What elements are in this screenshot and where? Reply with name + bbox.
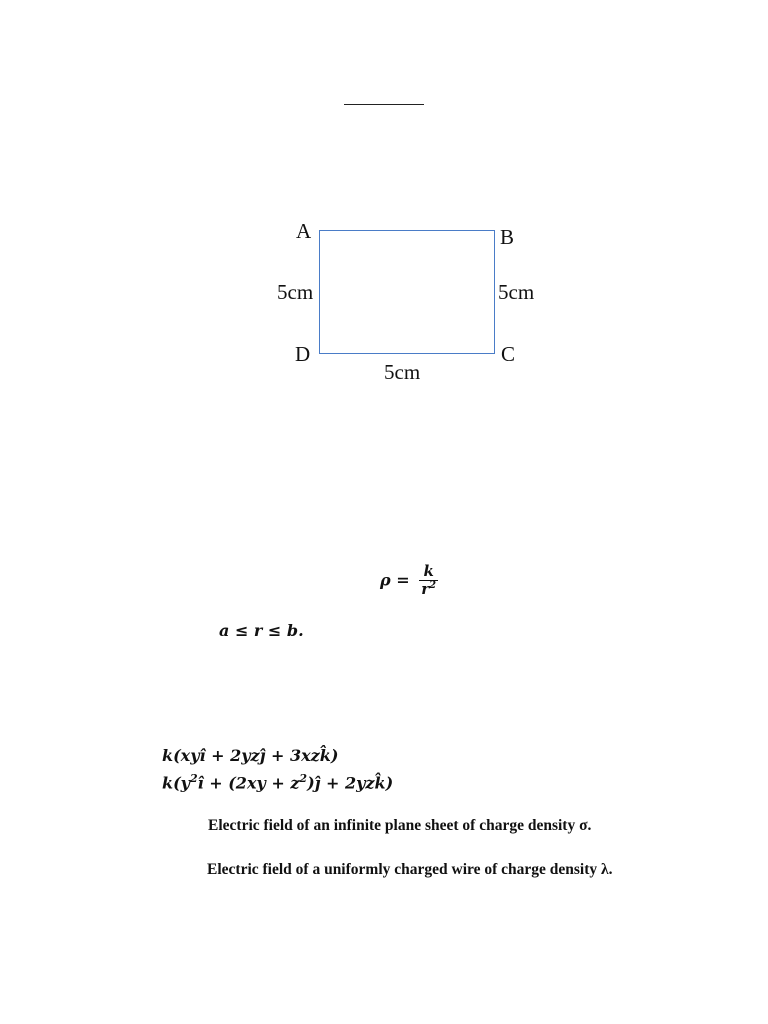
charge-density-formula (380, 564, 438, 598)
vector-field-1: k(xyî + 2yzĵ + 3xzk̂) (162, 746, 339, 765)
vertex-a-label: A (296, 219, 312, 243)
plane-sheet-statement: Electric field of an infinite plane sheet of charge density σ. (208, 817, 592, 834)
square-abcd (319, 230, 495, 354)
left-side-length: 5cm (277, 280, 314, 304)
radius-range: a ≤ r ≤ b. (219, 621, 304, 640)
rho-denominator: $r^2$ (421, 579, 437, 598)
rho-lhs: ρ = (380, 570, 410, 590)
vertex-b-label: B (500, 225, 515, 249)
right-side-length: 5cm (498, 280, 535, 304)
vertex-d-label: D (295, 342, 311, 366)
top-rule (344, 104, 424, 105)
vertex-c-label: C (501, 342, 516, 366)
rho-fraction (419, 564, 438, 598)
rho-numerator: k (423, 562, 434, 580)
vector-field-2: $k(y^2î + (2xy$ + $z^2)ĵ$ + 2yzk̂) (162, 772, 394, 793)
wire-statement: Electric field of a uniformly charged wire of charge density λ. (207, 861, 613, 878)
bottom-side-length: 5cm (384, 360, 421, 384)
